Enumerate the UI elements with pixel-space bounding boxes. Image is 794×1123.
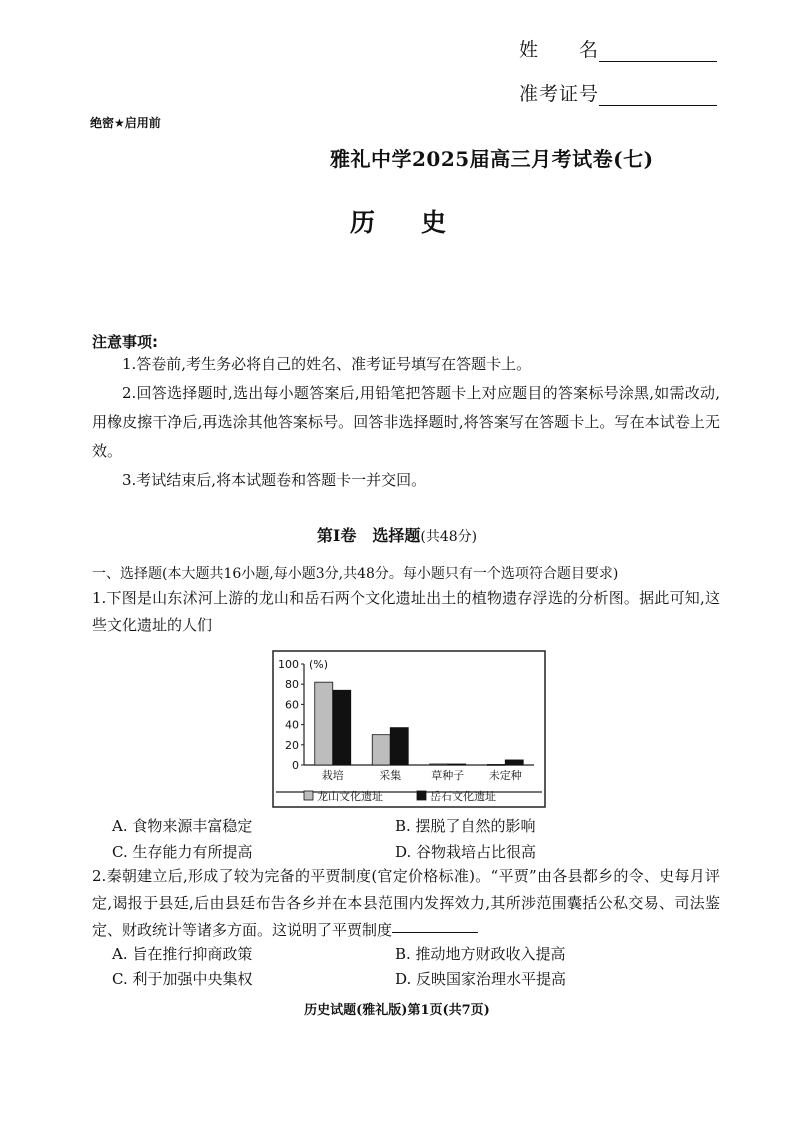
- y-tick-label: 80: [285, 678, 299, 692]
- legend-swatch: [417, 791, 426, 800]
- y-unit-label: (%): [309, 658, 329, 671]
- bar-longshan: [430, 764, 448, 765]
- section-title-score: (共48分): [420, 529, 478, 545]
- legend-label: 龙山文化遗址: [317, 790, 383, 803]
- section-title-main: 第Ⅰ卷 选择题: [316, 526, 421, 545]
- y-tick-label: 40: [285, 718, 299, 732]
- bar-longshan: [372, 735, 390, 765]
- x-category-label: 未定种: [488, 769, 522, 782]
- bar-longshan: [315, 682, 333, 765]
- q2-option-d: D. 反映国家治理水平提高: [395, 970, 567, 988]
- plant-remains-chart: [272, 650, 546, 808]
- y-tick-label: 20: [285, 738, 299, 752]
- q2-option-b: B. 推动地方财政收入提高: [395, 945, 566, 963]
- bar-yueshi: [448, 764, 466, 765]
- exam-title: 雅礼中学2025届高三月考试卷(七): [330, 147, 654, 171]
- note-item: 2.回答选择题时,选出每小题答案后,用铅笔把答题卡上对应题目的答案标号涂黑,如需改动,用橡皮擦干净后,再选涂其他答案标号。回答非选择题时,将答案写在答题卡上。写在本试卷上无效。: [92, 384, 720, 460]
- part-instructions: 一、选择题(本大题共16小题,每小题3分,共48分。每小题只有一个选项符合题目要求): [92, 566, 619, 582]
- x-category-label: 草种子: [431, 769, 465, 782]
- q2-option-c: C. 利于加强中央集权: [112, 970, 253, 988]
- question-1-stem: 1.下图是山东沭河上游的龙山和岳石两个文化遗址出土的植物遗存浮选的分析图。据此可知,这些文化遗址的人们: [92, 589, 720, 634]
- notes-list: [92, 350, 720, 495]
- q1-option-c: C. 生存能力有所提高: [112, 843, 253, 861]
- chart-plot-area: [276, 658, 542, 803]
- name-field: [519, 35, 717, 62]
- exam-id-label: 准考证号: [519, 83, 600, 105]
- question-2-text: 2.秦朝建立后,形成了较为完备的平贾制度(官定价格标准)。“平贾”由各县都乡的令、史每月评定,谒报于县廷,后由县廷布告各乡并在本县范围内发挥效力,其所涉范围囊括公私交易、司法鉴定、财政统计等诸多方面。这说明了平贾制度: [92, 867, 720, 939]
- chart-frame: [273, 651, 545, 807]
- x-category-label: 采集: [379, 769, 402, 782]
- answer-blank: [392, 918, 478, 933]
- note-item: 3.考试结束后,将本试题卷和答题卡一并交回。: [122, 471, 427, 489]
- y-tick-label: 0: [292, 759, 299, 772]
- name-label: 姓 名: [519, 39, 600, 61]
- q1-option-d: D. 谷物栽培占比很高: [395, 843, 537, 861]
- legend-label: 岳石文化遗址: [430, 790, 496, 803]
- section-title: [0, 523, 794, 546]
- bar-yueshi: [505, 760, 523, 765]
- subject-title: 历史: [350, 208, 493, 237]
- bar-yueshi: [333, 690, 351, 765]
- q1-option-a: A. 食物来源丰富稳定: [112, 817, 253, 835]
- q2-option-a: A. 旨在推行抑商政策: [112, 945, 253, 963]
- exam-id-blank: [599, 83, 717, 106]
- q1-option-b: B. 摆脱了自然的影响: [395, 817, 536, 835]
- secret-mark: 绝密★启用前: [90, 116, 161, 130]
- bar-longshan: [487, 764, 505, 765]
- name-blank: [599, 39, 717, 62]
- page-footer: 历史试题(雅礼版)第1页(共7页): [304, 1003, 490, 1018]
- y-tick-label: 100: [278, 658, 299, 671]
- exam-id-field: [519, 79, 717, 106]
- bar-yueshi: [390, 728, 408, 765]
- notes-heading: 注意事项:: [92, 333, 158, 351]
- legend-swatch: [304, 791, 313, 800]
- question-2-stem: [92, 863, 720, 944]
- note-item: 1.答卷前,考生务必将自己的姓名、准考证号填写在答题卡上。: [122, 355, 532, 373]
- x-category-label: 栽培: [321, 769, 344, 782]
- y-tick-label: 60: [285, 698, 299, 712]
